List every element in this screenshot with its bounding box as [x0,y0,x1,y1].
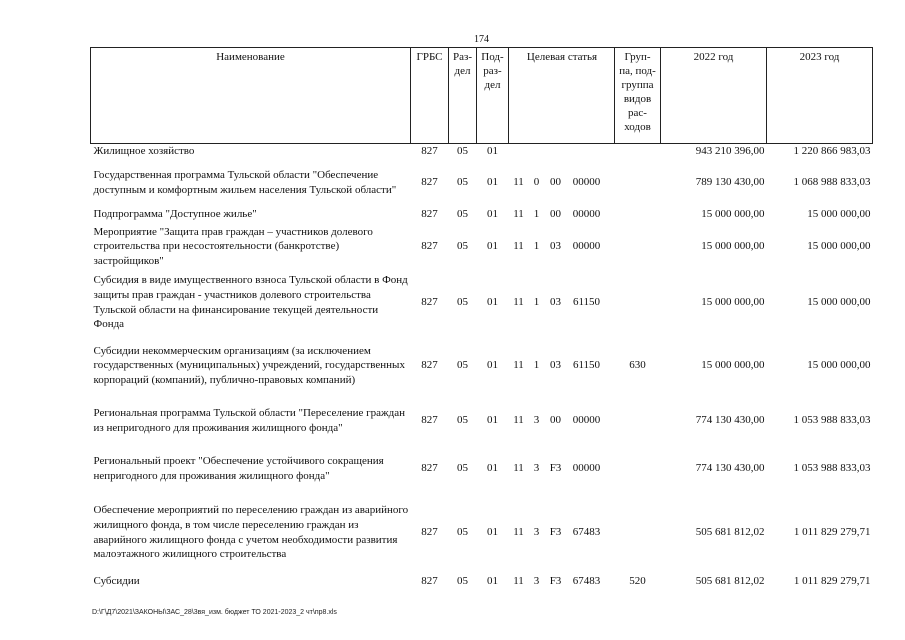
row-razdel: 05 [457,296,468,309]
target-direction: 61150 [572,296,601,309]
header-grbs: ГРБС [411,48,449,144]
target-direction: 00000 [572,414,601,427]
row-podrazdel: 01 [487,176,498,189]
target-subprogram: 3 [533,575,540,588]
row-grbs: 827 [421,526,438,539]
target-event: 00 [550,208,561,221]
row-podrazdel: 01 [487,414,498,427]
row-name: Жилищное хозяйство [93,145,195,157]
row-amount-2023: 1 011 829 279,71 [793,575,871,588]
row-amount-2023: 15 000 000,00 [807,208,871,221]
row-razdel: 05 [457,145,468,157]
row-podrazdel: 01 [487,208,498,221]
row-grbs: 827 [421,176,438,189]
target-program: 11 [513,526,524,539]
target-subprogram: 1 [533,240,540,253]
row-amount-2022: 943 210 396,00 [695,145,765,157]
row-podrazdel: 01 [487,240,498,253]
target-subprogram: 1 [533,296,540,309]
row-expense-group [615,493,661,573]
table-row [91,445,873,493]
row-razdel: 05 [457,176,468,189]
header-name: Наименование [91,48,411,144]
row-podrazdel: 01 [487,296,498,309]
row-name: Региональный проект "Обеспечение устойчивого сокращения непригодного для проживания жилищного фонда" [93,455,384,482]
row-podrazdel: 01 [487,575,498,588]
target-subprogram: 3 [533,526,540,539]
row-razdel: 05 [457,526,468,539]
row-target-article [509,207,615,223]
row-expense-group [615,271,661,335]
row-amount-2022: 774 130 430,00 [695,414,765,427]
row-target-article [509,159,615,207]
row-amount-2022: 505 681 812,02 [695,575,765,588]
header-podrazdel: Под- раз- дел [477,48,509,144]
table-row [91,207,873,223]
table-row [91,271,873,335]
row-grbs: 827 [421,296,438,309]
page-number: 174 [474,34,489,45]
table-header-row [91,48,873,144]
row-expense-group [615,207,661,223]
target-subprogram: 3 [533,462,540,475]
row-razdel: 05 [457,462,468,475]
target-event: F3 [549,575,562,588]
row-amount-2022: 789 130 430,00 [695,176,765,189]
row-razdel: 05 [457,240,468,253]
file-path-footer: D:\Г\Д7\2021\ЗАКОНЫ\ЗАС_28\3вя_изм. бюджет ТО 2021-2023_2 чт\пр8.xls [92,609,337,616]
table-row [91,573,873,591]
target-event: 00 [550,414,561,427]
row-podrazdel: 01 [487,359,498,372]
header-year-2022: 2022 год [661,48,767,144]
row-expense-group [615,144,661,159]
row-grbs: 827 [421,414,438,427]
row-name: Подпрограмма "Доступное жилье" [93,208,257,221]
row-target-article [509,397,615,445]
row-expense-group [615,159,661,207]
target-event: 00 [550,176,561,189]
row-target-article [509,144,615,159]
row-target-article [509,223,615,271]
row-expense-group [615,445,661,493]
row-target-article [509,493,615,573]
row-amount-2023: 15 000 000,00 [807,240,871,253]
row-name: Субсидия в виде имущественного взноса Тульской области в Фонд защиты прав граждан - участников долевого строительства Тульской области на финансирование текущей деятельности Фонда [93,274,408,331]
row-target-article [509,573,615,591]
row-name: Государственная программа Тульской области "Обеспечение доступным и комфортным жильем населения Тульской области" [93,169,397,196]
target-program: 11 [513,414,524,427]
target-subprogram: 1 [533,359,540,372]
row-name: Мероприятие "Защита прав граждан – участников долевого строительства при несостоятельности (банкротстве) застройщиков" [93,225,373,267]
row-amount-2022: 15 000 000,00 [701,296,765,309]
row-name: Субсидии некоммерческим организациям (за исключением государственных (муниципальных) учреждений, государственных корпораций (компаний), публично-правовых компаний) [93,344,405,386]
header-expense-group: Груп- па, под- группа видов рас- ходов [615,48,661,144]
row-expense-group [615,223,661,271]
target-event: F3 [549,526,562,539]
table-row [91,335,873,397]
row-razdel: 05 [457,359,468,372]
target-direction: 67483 [572,575,601,588]
target-subprogram: 3 [533,414,540,427]
row-grbs: 827 [421,462,438,475]
target-direction: 00000 [572,240,601,253]
table-row [91,223,873,271]
row-target-article [509,335,615,397]
row-expense-group [615,397,661,445]
row-grbs: 827 [421,359,438,372]
target-program: 11 [513,208,524,221]
row-amount-2023: 1 220 866 983,03 [793,145,871,157]
target-program: 11 [513,176,524,189]
row-podrazdel: 01 [487,462,498,475]
row-expense-group: 520 [629,575,646,588]
target-direction: 00000 [572,462,601,475]
row-amount-2022: 15 000 000,00 [701,208,765,221]
header-year-2023: 2023 год [767,48,873,144]
row-name: Субсидии [93,575,140,588]
header-target-article: Целевая статья [509,48,615,144]
row-amount-2023: 15 000 000,00 [807,296,871,309]
row-grbs: 827 [421,575,438,588]
row-name: Региональная программа Тульской области "Переселение граждан из непригодного для проживания жилищного фонда" [93,407,405,434]
row-target-article [509,445,615,493]
row-amount-2023: 1 011 829 279,71 [793,526,871,539]
row-target-article [509,271,615,335]
budget-table [90,47,873,591]
table-body [91,144,873,591]
target-direction: 61150 [572,359,601,372]
target-direction: 67483 [572,526,601,539]
row-amount-2023: 1 053 988 833,03 [793,462,871,475]
row-amount-2023: 1 068 988 833,03 [793,176,871,189]
row-grbs: 827 [421,145,438,157]
row-amount-2022: 15 000 000,00 [701,240,765,253]
row-amount-2023: 15 000 000,00 [807,359,871,372]
row-expense-group: 630 [629,359,646,372]
row-name: Обеспечение мероприятий по переселению граждан из аварийного жилищного фонда, в том числе переселению граждан из аварийного жилищного фонда с учетом необходимости развития малоэтажного жилищного строительства [93,504,409,561]
table-row [91,144,873,159]
table-row [91,159,873,207]
row-podrazdel: 01 [487,145,498,157]
row-amount-2022: 774 130 430,00 [695,462,765,475]
row-podrazdel: 01 [487,526,498,539]
target-event: 03 [550,240,561,253]
target-event: 03 [550,296,561,309]
target-subprogram: 1 [533,208,540,221]
target-program: 11 [513,359,524,372]
target-program: 11 [513,462,524,475]
table-row [91,397,873,445]
target-program: 11 [513,296,524,309]
target-event: 03 [550,359,561,372]
row-amount-2022: 505 681 812,02 [695,526,765,539]
target-subprogram: 0 [533,176,540,189]
row-razdel: 05 [457,575,468,588]
target-direction: 00000 [572,176,601,189]
row-amount-2022: 15 000 000,00 [701,359,765,372]
header-razdel: Раз- дел [449,48,477,144]
row-grbs: 827 [421,208,438,221]
row-grbs: 827 [421,240,438,253]
row-amount-2023: 1 053 988 833,03 [793,414,871,427]
target-direction: 00000 [572,208,601,221]
table-row [91,493,873,573]
row-razdel: 05 [457,208,468,221]
target-program: 11 [513,575,524,588]
target-program: 11 [513,240,524,253]
target-event: F3 [549,462,562,475]
budget-table-container [90,47,872,591]
row-razdel: 05 [457,414,468,427]
